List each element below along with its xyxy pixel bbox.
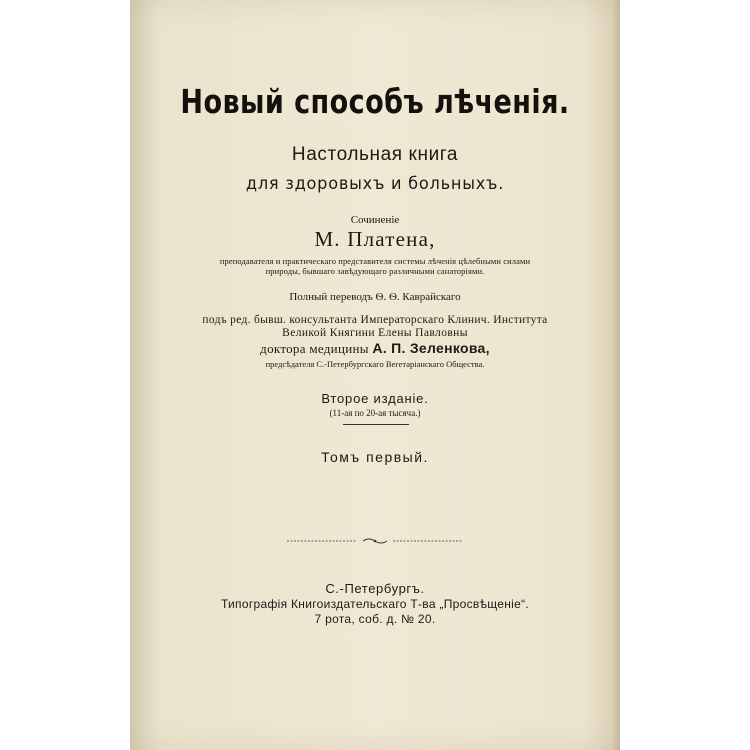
- doctor-credit: [130, 340, 620, 357]
- editor-line-1: подъ ред. бывш. консультанта Императорскаго Клинич. Института: [202, 314, 548, 326]
- doctor-name: А. П. Зеленкова,: [372, 340, 490, 356]
- ornamental-divider: [287, 536, 463, 546]
- author-name: М. Платена,: [314, 227, 436, 251]
- publication-city: С.-Петербургъ.: [325, 581, 425, 596]
- author-lead: Сочиненіе: [350, 214, 400, 226]
- book-title-page: [130, 0, 620, 750]
- book-title: Новый способъ лѣченія.: [180, 82, 570, 121]
- subtitle-line-2: для здоровыхъ и больныхъ.: [245, 174, 505, 194]
- editor-line-2: Великой Княгини Елены Павловны: [282, 327, 468, 339]
- printer-address: 7 рота, соб. д. № 20.: [314, 612, 436, 626]
- author-description-line-1: преподавателя и практическаго представителя системы лѣченія цѣлебными силами: [219, 256, 531, 266]
- subtitle-line-1: Настольная книга: [291, 144, 459, 165]
- translation-credit: Полный переводъ Ѳ. Ѳ. Каврайскаго: [289, 291, 461, 303]
- printer-name: Типографія Книгоиздательскаго Т-ва „Просвѣщеніе“.: [220, 597, 530, 611]
- edition-divider: [343, 424, 409, 425]
- page-edge-shadow: [612, 0, 620, 750]
- society-credit: предсѣдателя С.-Петербургскаго Вегетаріанскаго Общества.: [265, 359, 485, 369]
- volume-label: Томъ первый.: [321, 449, 429, 465]
- edition-range: (11-ая по 20-ая тысяча.): [329, 408, 421, 418]
- doctor-prefix: доктора медицины: [260, 341, 369, 356]
- author-description-line-2: природы, бывшаго завѣдующаго различными санаторіями.: [265, 266, 485, 276]
- edition-label: Второе изданіе.: [321, 391, 429, 406]
